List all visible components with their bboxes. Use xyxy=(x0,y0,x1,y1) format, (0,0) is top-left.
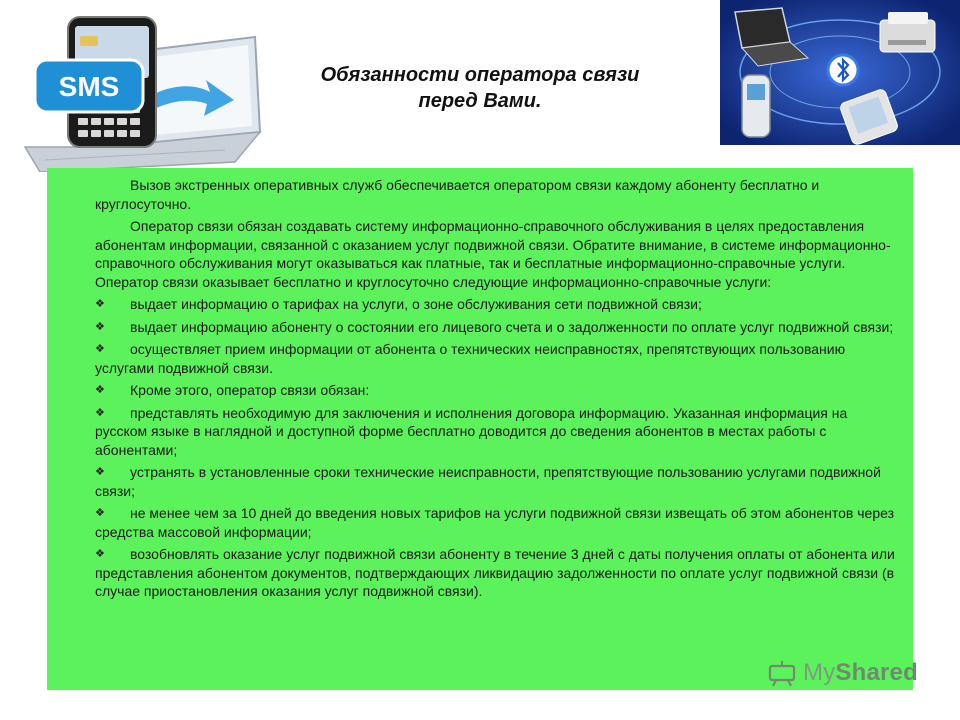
watermark-prefix: My xyxy=(803,659,836,686)
bullet-diamond-icon: ❖ xyxy=(95,298,105,310)
title-line-1: Обязанности оператора связи xyxy=(320,64,640,86)
bullet-diamond-icon: ❖ xyxy=(95,406,105,419)
list-item-text: представлять необходимую для заключения и исполнения договора информацию. Указанная информация на русском языке в наглядной и доступной форме бесплатно доводится до сведения абонентов в местах работы с абонентами; xyxy=(95,404,848,458)
list-item-text: не менее чем за 10 дней до введения новых тарифов на услуги подвижной связи извещать об этом абонентов через средства массовой информации; xyxy=(95,505,895,540)
list-item xyxy=(95,463,901,500)
sms-laptop-illustration xyxy=(20,12,265,172)
list-item xyxy=(95,295,901,314)
bluetooth-devices-illustration xyxy=(720,0,960,145)
bullet-diamond-icon: ❖ xyxy=(95,466,105,478)
list-item xyxy=(95,545,901,601)
list-item-text: устранять в установленные сроки технические неисправности, препятствующие пользованию услугами подвижной связи; xyxy=(95,464,881,499)
paragraph-emergency: Вызов экстренных оперативных служб обеспечивается оператором связи каждому абоненту бесплатно и круглосуточно. xyxy=(95,177,820,212)
list-item-text: выдает информацию о тарифах на услуги, о зоне обслуживания сети подвижной связи; xyxy=(130,296,702,312)
page-title xyxy=(270,62,690,114)
projector-icon xyxy=(767,659,797,687)
list-item-text: осуществляет прием информации от абонента о технических неисправностях, препятствующих пользованию услугами подвижной связи. xyxy=(95,341,846,376)
list-item-text: возобновлять оказание услуг подвижной связи абоненту в течение 3 дней с даты получения оплаты от абонента или представления абонентом документов, подтверждающих ликвидацию задолженности по оплате услуг подвижной связи (в случае приостановления оказания услуг подвижной связи). xyxy=(95,546,895,599)
list-item-text: выдает информацию абоненту о состоянии его лицевого счета и о задолженности по оплате услуг подвижной связи; xyxy=(130,318,894,335)
list-item xyxy=(95,318,901,337)
list-item-text: Кроме этого, оператор связи обязан: xyxy=(130,382,370,398)
watermark-suffix: Shared xyxy=(835,659,918,686)
list-item xyxy=(95,404,901,460)
title-line-2: перед Вами. xyxy=(418,90,542,112)
list-item xyxy=(95,381,901,400)
list-item xyxy=(95,340,901,377)
bullet-diamond-icon: ❖ xyxy=(95,507,105,519)
bullet-diamond-icon: ❖ xyxy=(95,548,105,560)
content-panel xyxy=(47,168,913,690)
bullet-diamond-icon: ❖ xyxy=(95,343,105,355)
sms-label: SMS xyxy=(58,71,120,102)
myshared-watermark xyxy=(767,658,918,688)
paragraph-info-service: Оператор связи обязан создавать систему информационно-справочного обслуживания в целях предоставления абонентам информации, связанной с оказанием услуг подвижной связи. Обратите внимание, в системе информационно-справочного обслуживания могут оказываться как платные, так и бесплатные информационно-справочные услуги. Оператор связи оказывает бесплатно и круглосуточно следующие информационно-справочные услуги: xyxy=(95,218,891,290)
bullet-diamond-icon: ❖ xyxy=(95,320,105,333)
bullet-diamond-icon: ❖ xyxy=(95,384,105,396)
list-item xyxy=(95,504,901,541)
